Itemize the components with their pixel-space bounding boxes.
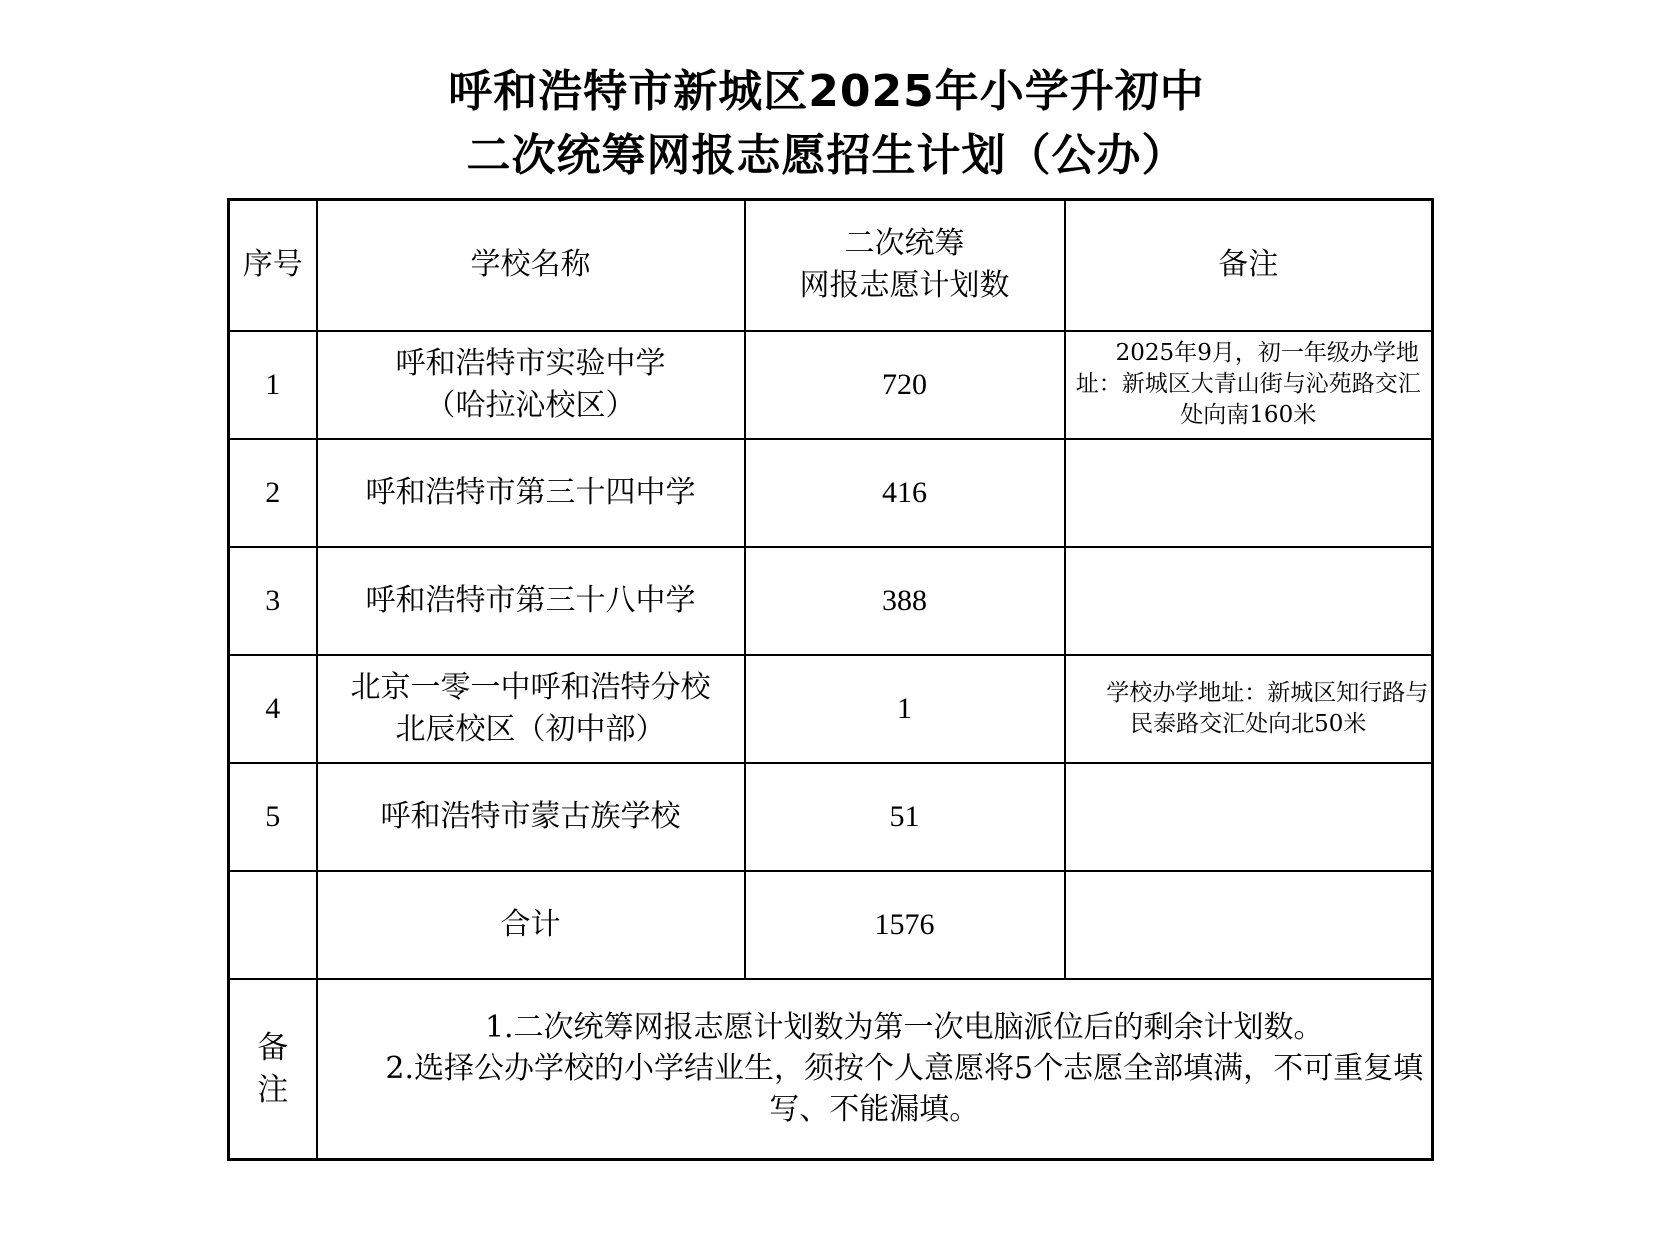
header-index: 序号 [229, 200, 317, 331]
school-name: 呼和浩特市第三十四中学 [317, 439, 745, 547]
enrollment-plan-table [227, 198, 1434, 1161]
row-index: 2 [229, 439, 317, 547]
row-remark [1065, 439, 1433, 547]
table-header-row [229, 200, 1433, 331]
school-name-line1: 呼和浩特市实验中学 [395, 345, 666, 381]
note-item-1: 1.二次统筹网报志愿计划数为第一次电脑派位后的剩余计划数。 [484, 1010, 1324, 1046]
table-row [229, 439, 1433, 547]
header-school: 学校名称 [317, 200, 745, 331]
total-index [229, 871, 317, 979]
plan-count: 388 [745, 547, 1065, 655]
row-remark [1065, 763, 1433, 871]
row-remark [1065, 331, 1433, 439]
row-index: 5 [229, 763, 317, 871]
plan-count: 416 [745, 439, 1065, 547]
table-row [229, 547, 1433, 655]
school-name [317, 331, 745, 439]
notes-label-line1: 备 [257, 1029, 289, 1066]
school-name-line1: 北京一零一中呼和浩特分校 [350, 669, 711, 705]
notes-label [229, 979, 317, 1160]
total-row [229, 871, 1433, 979]
school-name: 呼和浩特市第三十八中学 [317, 547, 745, 655]
table-row [229, 331, 1433, 439]
header-plan [745, 200, 1065, 331]
row-remark [1065, 547, 1433, 655]
total-plan-count: 1576 [745, 871, 1065, 979]
school-name-line2: 北辰校区（初中部） [395, 711, 666, 747]
note-item-2: 2.选择公办学校的小学结业生，须按个人意愿将5个志愿全部填满，不可重复填写、不能漏填。 [385, 1051, 1424, 1128]
row-index: 3 [229, 547, 317, 655]
table-row [229, 763, 1433, 871]
notes-label-line2: 注 [257, 1071, 289, 1108]
total-remark [1065, 871, 1433, 979]
page-title-line2: 二次统筹网报志愿招生计划（公办） [466, 130, 1187, 181]
row-remark-text: 学校办学地址：新城区知行路与民泰路交汇处向北50米 [1106, 679, 1429, 737]
page-title-line1: 呼和浩特市新城区2025年小学升初中 [448, 66, 1205, 117]
school-name-line2: （哈拉沁校区） [425, 387, 636, 423]
row-index: 4 [229, 655, 317, 763]
notes-row [229, 979, 1433, 1160]
header-remark: 备注 [1065, 200, 1433, 331]
school-name: 呼和浩特市蒙古族学校 [317, 763, 745, 871]
notes-body [317, 979, 1433, 1160]
row-remark-text: 2025年9月，初一年级办学地址：新城区大青山街与沁苑路交汇处向南160米 [1075, 340, 1421, 428]
plan-count: 1 [745, 655, 1065, 763]
total-label: 合计 [317, 871, 745, 979]
header-plan-line2: 网报志愿计划数 [799, 268, 1010, 304]
table-row [229, 655, 1433, 763]
row-remark [1065, 655, 1433, 763]
row-index: 1 [229, 331, 317, 439]
header-plan-line1: 二次统筹 [844, 226, 965, 262]
plan-count: 720 [745, 331, 1065, 439]
plan-count: 51 [745, 763, 1065, 871]
school-name [317, 655, 745, 763]
